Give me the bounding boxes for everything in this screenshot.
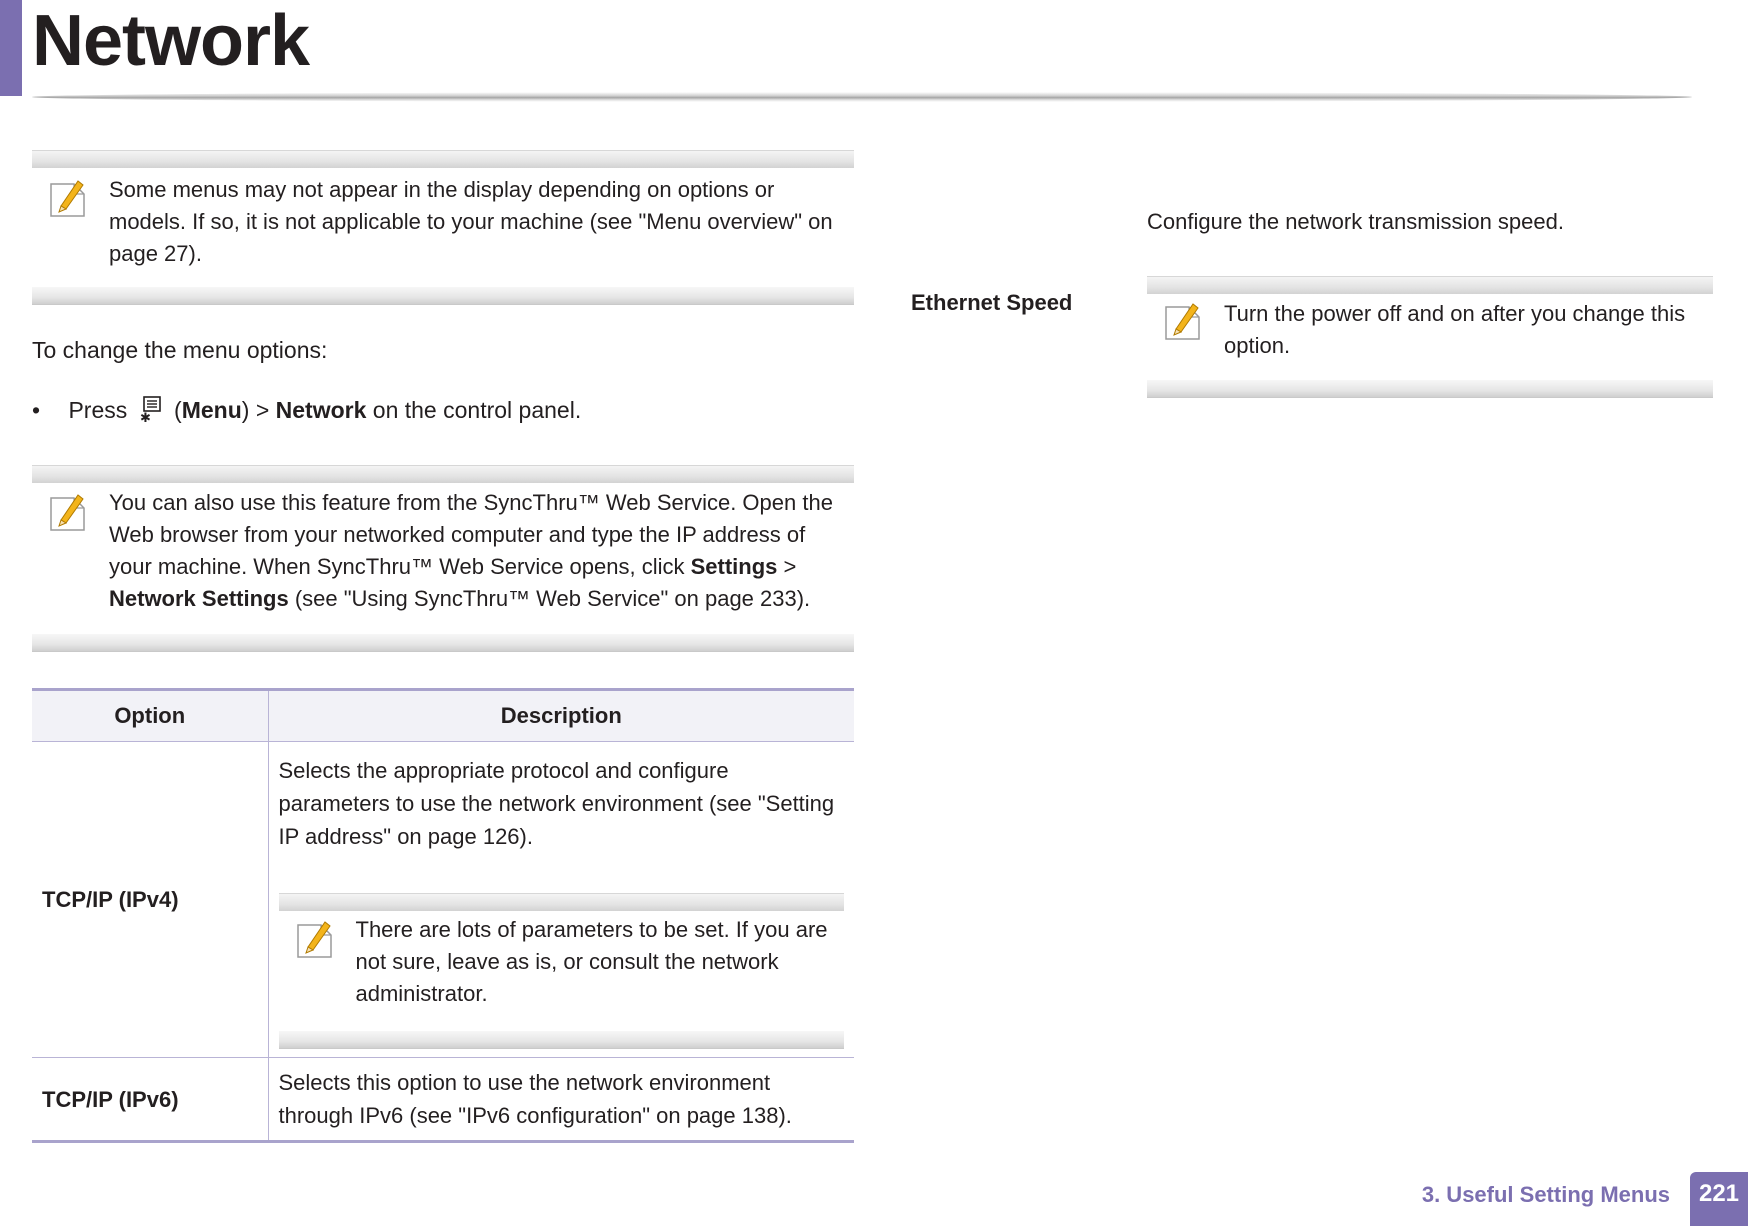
- title-accent-bar: [0, 0, 22, 96]
- intro-heading: To change the menu options:: [32, 337, 328, 363]
- intro-rest: on the control panel.: [372, 397, 582, 423]
- note-bottom-bar: [1147, 380, 1713, 398]
- page-title: Network: [32, 1, 310, 81]
- table-row: [32, 1058, 854, 1142]
- table-header-row: [32, 690, 854, 742]
- table-row: [32, 742, 854, 1058]
- press-label: Press: [68, 397, 128, 423]
- note-syncthru-part1: You can also use this feature from the SyncThru™ Web Service. Open the Web browser from your networked computer and type the IP address of your machine. When SyncThru™ Web Service opens, click: [109, 490, 833, 579]
- option-ethernet-speed: Ethernet Speed: [911, 290, 1073, 315]
- ethernet-speed-description: Configure the network transmission speed.: [1147, 209, 1564, 234]
- note-top-bar: [279, 893, 844, 911]
- chapter-label: 3. Useful Setting Menus: [1421, 1182, 1670, 1207]
- page-number: 221: [1690, 1172, 1748, 1226]
- note-syncthru: [32, 465, 854, 652]
- note-menus: [32, 150, 854, 305]
- network-settings-label: Network Settings: [109, 586, 289, 611]
- note-ethernet-speed-text: Turn the power off and on after you change this option.: [1224, 301, 1686, 358]
- note-top-bar: [32, 465, 854, 483]
- note-pencil-icon: [1163, 301, 1203, 341]
- note-ethernet-speed: [1147, 276, 1713, 398]
- note-pencil-icon: [295, 919, 335, 959]
- menu-key-icon: [136, 395, 166, 421]
- header-description: Description: [268, 690, 854, 742]
- note-ipv4: [279, 893, 844, 1049]
- title-divider: [32, 92, 1692, 102]
- note-bottom-bar: [32, 287, 854, 305]
- note-menus-text: Some menus may not appear in the display depending on options or models. If so, it is not applicable to your machine (see "Menu overview" on page 27).: [109, 177, 833, 266]
- network-options-table: [32, 688, 854, 1143]
- note-pencil-icon: [48, 178, 88, 218]
- note-syncthru-part2: (see "Using SyncThru™ Web Service" on page 233).: [294, 586, 811, 611]
- note-top-bar: [32, 150, 854, 168]
- note-bottom-bar: [32, 634, 854, 652]
- bullet-mark: •: [32, 397, 41, 423]
- svg-text:✱: ✱: [139, 411, 151, 423]
- gt-sign: >: [783, 554, 797, 579]
- network-label: Network: [275, 397, 367, 423]
- description-ipv4-text: Selects the appropriate protocol and configure parameters to use the network environment (see "Setting IP address" on page 126).: [278, 758, 835, 849]
- menu-label: Menu: [181, 397, 242, 423]
- note-syncthru-text: [109, 487, 849, 615]
- note-pencil-icon: [48, 492, 88, 532]
- note-ipv4-text: There are lots of parameters to be set. If you are not sure, leave as is, or consult the network administrator.: [355, 917, 828, 1006]
- option-ipv6: TCP/IP (IPv6): [32, 1058, 268, 1142]
- menu-open: (: [174, 397, 182, 423]
- note-bottom-bar: [279, 1031, 844, 1049]
- settings-label: Settings: [690, 554, 778, 579]
- header-option: Option: [32, 690, 268, 742]
- note-top-bar: [1147, 276, 1713, 294]
- description-ipv4: [268, 742, 854, 1058]
- intro-bullet-line: [32, 394, 832, 426]
- option-ipv4: TCP/IP (IPv4): [32, 742, 268, 1058]
- menu-close: ) >: [241, 397, 270, 423]
- description-ipv6: Selects this option to use the network environment through IPv6 (see "IPv6 configuration" on page 138).: [268, 1058, 854, 1142]
